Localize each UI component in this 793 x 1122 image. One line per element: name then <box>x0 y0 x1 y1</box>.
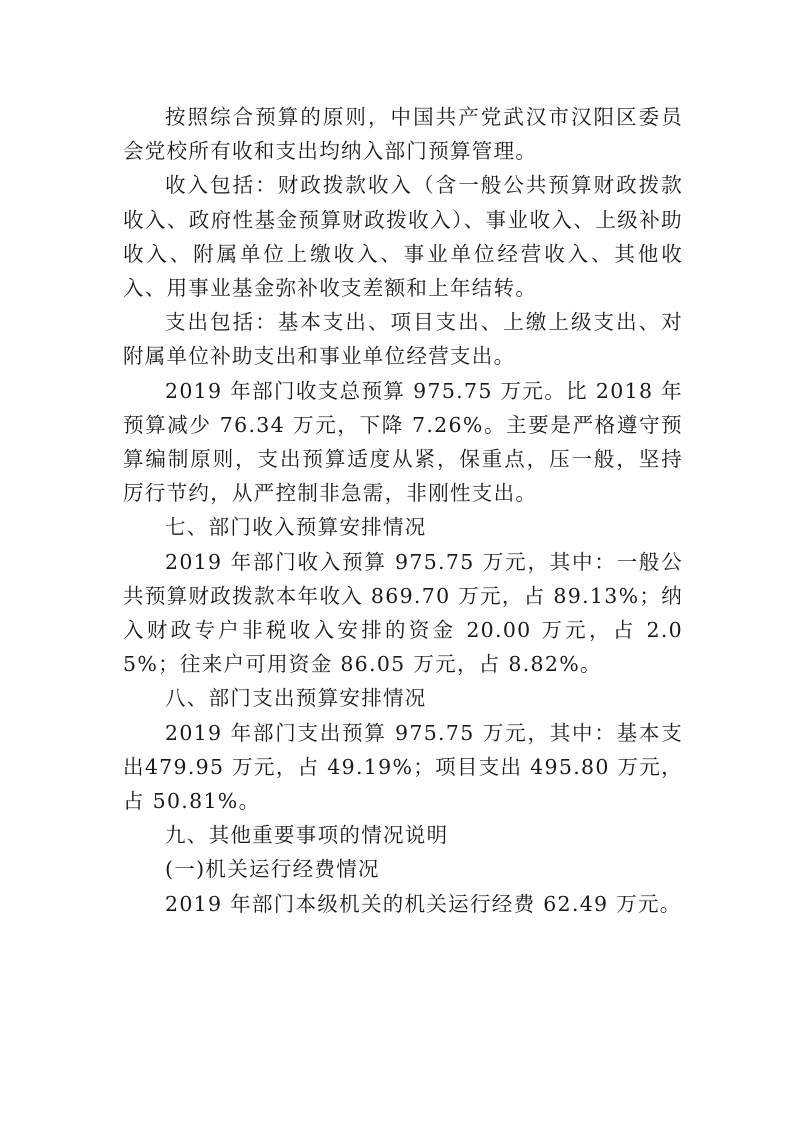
paragraph-income-budget: 2019 年部门收入预算 975.75 万元，其中：一般公共预算财政拨款本年收入 869.70 万元，占 89.13%；纳入财政专户非税收入安排的资金 20.00 万元，占 2.05%；往来户可用资金 86.05 万元，占 8.82%。 <box>123 549 683 677</box>
paragraph-budget-principle: 按照综合预算的原则，中国共产党武汉市汉阳区委员会党校所有收和支出均纳入部门预算管理。 <box>123 105 683 164</box>
section-heading-other-matters: 九、其他重要事项的情况说明 <box>165 823 449 848</box>
paragraph-total-budget: 2019 年部门收支总预算 975.75 万元。比 2018 年预算减少 76.34 万元，下降 7.26%。主要是严格遵守预算编制原则，支出预算适度从紧，保重点，压一般，坚持厉行节约，从严控制非急需，非刚性支出。 <box>123 378 683 506</box>
paragraph-expenditure-budget: 2019 年部门支出预算 975.75 万元，其中：基本支出479.95 万元，占 49.19%；项目支出 495.80 万元，占 50.81%。 <box>123 720 683 814</box>
paragraph-operating-costs: 2019 年部门本级机关的机关运行经费 62.49 万元。 <box>165 891 682 916</box>
section-heading-income-budget: 七、部门收入预算安排情况 <box>165 515 427 540</box>
section-heading-expenditure-budget: 八、部门支出预算安排情况 <box>165 686 427 711</box>
subheading-operating-costs: (一)机关运行经费情况 <box>165 857 380 882</box>
paragraph-expenditure-scope: 支出包括：基本支出、项目支出、上缴上级支出、对附属单位补助支出和事业单位经营支出。 <box>123 310 683 369</box>
paragraph-income-scope: 收入包括：财政拨款收入（含一般公共预算财政拨款收入、政府性基金预算财政拨收入）、事业收入、上级补助收入、附属单位上缴收入、事业单位经营收入、其他收入、用事业基金弥补收支差额和上年结转。 <box>123 173 683 301</box>
document-body <box>123 100 683 921</box>
